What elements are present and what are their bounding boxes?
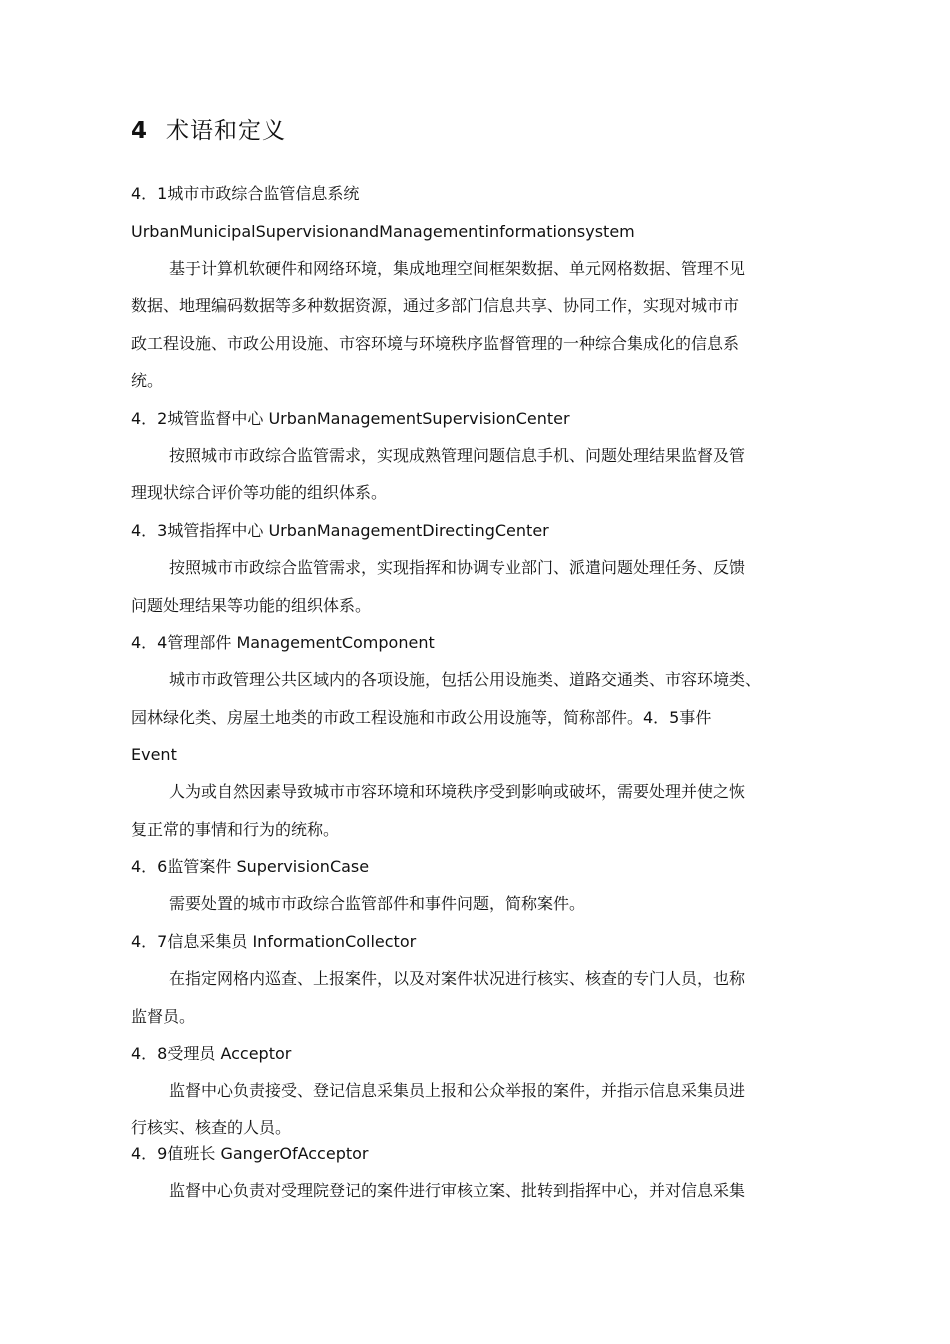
section-number: 4 — [131, 118, 149, 144]
definition-line: 基于计算机软硬件和网络环境，集成地理空间框架数据、单元网格数据、管理不见 — [169, 259, 746, 278]
definition-line: 监督中心负责对受理院登记的案件进行审核立案、批转到指挥中心，并对信息采集 — [169, 1181, 746, 1200]
term-heading-4-3: 4．3城管指挥中心 UrbanManagementDirectingCenter — [131, 521, 549, 540]
definition-line: 园林绿化类、房屋土地类的市政工程设施和市政公用设施等，简称部件。4．5事件 — [131, 708, 712, 727]
definition-line: 问题处理结果等功能的组织体系。 — [131, 596, 372, 615]
term-heading-4-7: 4．7信息采集员 InformationCollector — [131, 932, 417, 951]
definition-line: 复正常的事情和行为的统称。 — [131, 820, 340, 839]
definition-line: 按照城市市政综合监管需求，实现成熟管理问题信息手机、问题处理结果监督及管 — [169, 446, 746, 465]
definition-line: 行核实、核查的人员。 — [131, 1118, 292, 1137]
definition-line: 监督中心负责接受、登记信息采集员上报和公众举报的案件，并指示信息采集员进 — [169, 1081, 746, 1100]
definition-line: 监督员。 — [131, 1007, 196, 1026]
definition-line: 需要处置的城市市政综合监管部件和事件问题，简称案件。 — [169, 894, 586, 913]
term-heading-4-4: 4．4管理部件 ManagementComponent — [131, 633, 435, 652]
term-english-4-5: Event — [131, 745, 177, 764]
section-title: 术语和定义 — [166, 118, 287, 144]
definition-line: 数据、地理编码数据等多种数据资源，通过多部门信息共享、协同工作，实现对城市市 — [131, 296, 740, 315]
section-heading — [131, 112, 286, 145]
definition-line: 按照城市市政综合监管需求，实现指挥和协调专业部门、派遣问题处理任务、反馈 — [169, 558, 746, 577]
term-heading-4-8: 4．8受理员 Acceptor — [131, 1044, 292, 1063]
definition-line: 统。 — [131, 371, 164, 390]
term-english-4-1: UrbanMunicipalSupervisionandManagementinformationsystem — [131, 222, 635, 241]
term-heading-4-6: 4．6监管案件 SupervisionCase — [131, 857, 370, 876]
term-heading-4-9: 4．9值班长 GangerOfAcceptor — [131, 1144, 369, 1163]
term-heading-4-2: 4．2城管监督中心 UrbanManagementSupervisionCenter — [131, 409, 570, 428]
definition-line: 理现状综合评价等功能的组织体系。 — [131, 483, 388, 502]
definition-line: 人为或自然因素导致城市市容环境和环境秩序受到影响或破坏，需要处理并使之恢 — [169, 782, 746, 801]
term-heading-4-1: 4．1城市市政综合监管信息系统 — [131, 184, 360, 203]
definition-line: 城市市政管理公共区域内的各项设施，包括公用设施类、道路交通类、市容环境类、 — [169, 670, 762, 689]
definition-line: 在指定网格内巡查、上报案件，以及对案件状况进行核实、核查的专门人员，也称 — [169, 969, 746, 988]
definition-line: 政工程设施、市政公用设施、市容环境与环境秩序监督管理的一种综合集成化的信息系 — [131, 334, 740, 353]
